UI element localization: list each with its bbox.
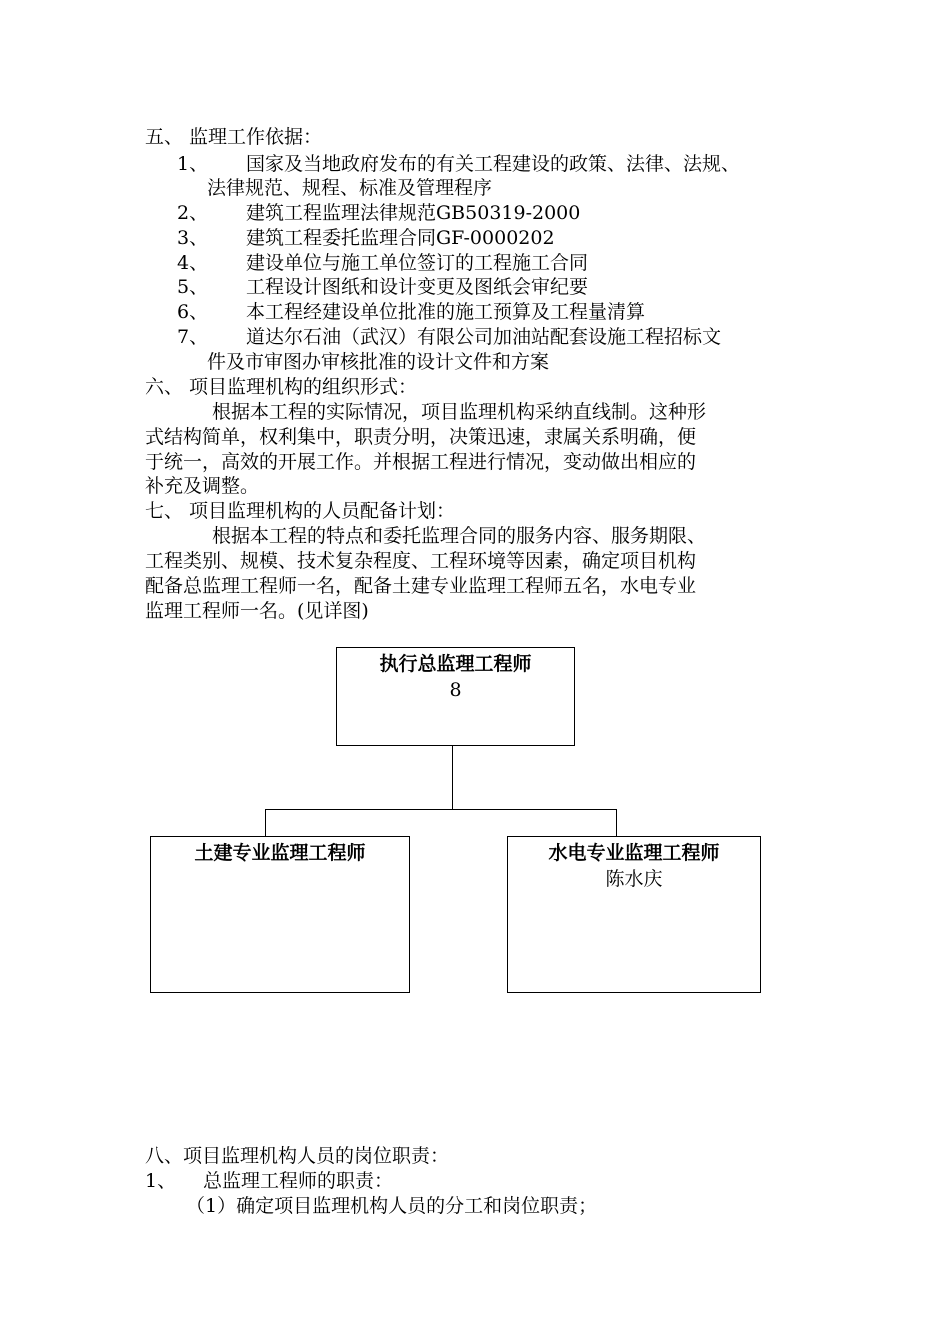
- org-connector-vertical: [452, 746, 453, 809]
- org-box-mep: [507, 836, 761, 993]
- section5-item-5-num: 5、: [177, 276, 209, 298]
- org-mep-title: 水电专业监理工程师: [548, 842, 720, 864]
- section5-item-6-text: 本工程经建设单位批准的施工预算及工程量清算: [246, 301, 646, 323]
- org-connector-left-drop: [265, 809, 266, 836]
- section7-para-line-3: 配备总监理工程师一名，配备土建专业监理工程师五名，水电专业: [145, 575, 697, 597]
- section6-para-line-2: 式结构简单，权利集中，职责分明，决策迅速，隶属关系明确，便: [145, 426, 697, 448]
- section7-para-line-2: 工程类别、规模、技术复杂程度、工程环境等因素，确定项目机构: [145, 550, 697, 572]
- org-box-chief: [336, 647, 575, 746]
- section6-para-line-4: 补充及调整。: [145, 475, 260, 497]
- section5-item-3-text: 建筑工程委托监理合同GF-0000202: [246, 227, 555, 249]
- org-box-civil: [150, 836, 410, 993]
- section5-item-3-num: 3、: [177, 227, 209, 249]
- section5-item-5-text: 工程设计图纸和设计变更及图纸会审纪要: [246, 276, 589, 298]
- section7-heading: 七、 项目监理机构的人员配备计划：: [145, 500, 456, 522]
- section5-item-7-num: 7、: [177, 326, 209, 348]
- section5-item-4-num: 4、: [177, 252, 209, 274]
- section8-sub-heading: 总监理工程师的职责：: [203, 1170, 394, 1192]
- section5-item-4-text: 建设单位与施工单位签订的工程施工合同: [246, 252, 589, 274]
- section6-heading: 六、 项目监理机构的组织形式：: [145, 376, 418, 398]
- org-connector-right-drop: [616, 809, 617, 836]
- org-chief-person: 8: [449, 679, 462, 701]
- org-civil-title: 土建专业监理工程师: [194, 842, 366, 864]
- section5-item-7-text: 道达尔石油（武汉）有限公司加油站配套设施工程招标文: [246, 326, 722, 348]
- section5-item-1-num: 1、: [177, 153, 209, 175]
- section5-item-2-num: 2、: [177, 202, 209, 224]
- section5-item-2-text: 建筑工程监理法律规范GB50319-2000: [246, 202, 581, 224]
- org-mep-person: 陈水庆: [605, 868, 663, 890]
- section5-item-1-text: 国家及当地政府发布的有关工程建设的政策、法律、法规、: [246, 153, 741, 175]
- section7-para-line-4: 监理工程师一名。(见详图): [145, 600, 369, 622]
- section8-heading: 八、项目监理机构人员的岗位职责：: [145, 1145, 450, 1167]
- section5-item-1-cont: 法律规范、规程、标准及管理程序: [207, 177, 493, 199]
- section5-heading: 五、 监理工作依据：: [145, 126, 323, 148]
- section5-item-7-cont: 件及市审图办审核批准的设计文件和方案: [207, 351, 550, 373]
- section6-para-line-3: 于统一，高效的开展工作。并根据工程进行情况，变动做出相应的: [145, 451, 697, 473]
- section7-para-line-1: 根据本工程的特点和委托监理合同的服务内容、服务期限、: [212, 525, 707, 547]
- org-chief-title: 执行总监理工程师: [379, 653, 532, 675]
- section8-sub-num: 1、: [145, 1170, 177, 1192]
- section5-item-6-num: 6、: [177, 301, 209, 323]
- section8-item-1: （1）确定项目监理机构人员的分工和岗位职责；: [186, 1195, 598, 1217]
- org-connector-horizontal: [265, 809, 617, 810]
- section6-para-line-1: 根据本工程的实际情况，项目监理机构采纳直线制。这种形: [212, 401, 707, 423]
